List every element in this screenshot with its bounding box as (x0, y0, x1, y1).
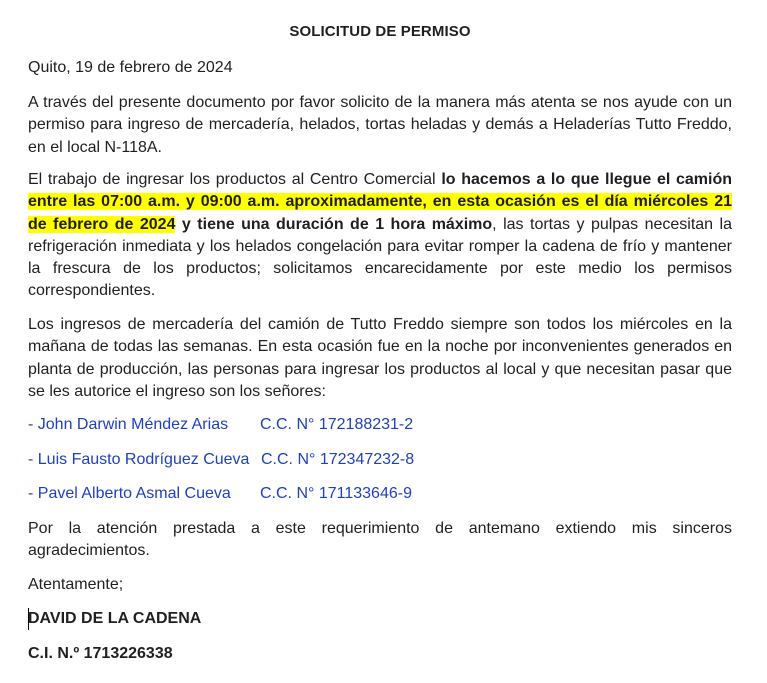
signer-name: DAVID DE LA CADENA (28, 610, 202, 627)
person-name: - Luis Fausto Rodríguez Cueva (28, 451, 250, 468)
schedule-text-start: El trabajo de ingresar los productos al Centro Comercial (28, 171, 442, 188)
schedule-paragraph (28, 169, 732, 303)
person-entry (28, 485, 412, 503)
entry-paragraph: Los ingresos de mercadería del camión de Tutto Freddo siempre son todos los miércoles en la mañana de todas las semanas. En esta ocasión fue en la noche por inconvenientes generados en planta de producción, las personas para ingresar los productos al local y que necesitan pasar que se les autorice el ingreso son los señores: (28, 316, 732, 400)
schedule-highlighted-text: entre las 07:00 a.m. y 09:00 a.m. aproximadamente, en esta ocasión es el día miércoles 21 de febrero de 2024 (28, 193, 732, 233)
person-name: - John Darwin Méndez Arias (28, 416, 229, 433)
closing-paragraph: Por la atención prestada a este requerimiento de antemano extiendo mis sinceros agradecimientos. (28, 520, 732, 560)
intro-paragraph: A través del presente documento por favor solicito de la manera más atenta se nos ayude con un permiso para ingreso de mercadería, helados, tortas heladas y demás a Heladerías Tutto Freddo, en el local N-118A. (28, 94, 732, 156)
person-name: - Pavel Alberto Asmal Cueva (28, 485, 231, 502)
person-id: C.C. N° 172188231-2 (260, 416, 414, 433)
signer-id: C.I. N.º 1713226338 (28, 645, 173, 662)
salutation: Atentamente; (28, 576, 124, 593)
duration-bold-text: y tiene una duración de 1 hora máximo (175, 215, 493, 233)
person-entry (28, 451, 415, 469)
person-id: C.C. N° 172347232-8 (261, 451, 415, 468)
document-title: SOLICITUD DE PERMISO (289, 23, 471, 40)
schedule-bold-text: lo hacemos a lo que llegue el camión (441, 171, 733, 188)
person-entry (28, 416, 414, 434)
date-line: Quito, 19 de febrero de 2024 (28, 59, 233, 76)
schedule-text-end: , las tortas y pulpas necesitan la refrigeración inmediata y los helados congelación para evitar romper la cadena de frío y mantener la frescura de los productos; solicitamos encarecidamente por este medio los permisos correspondientes. (28, 215, 732, 300)
person-id: C.C. N° 171133646-9 (260, 485, 412, 502)
